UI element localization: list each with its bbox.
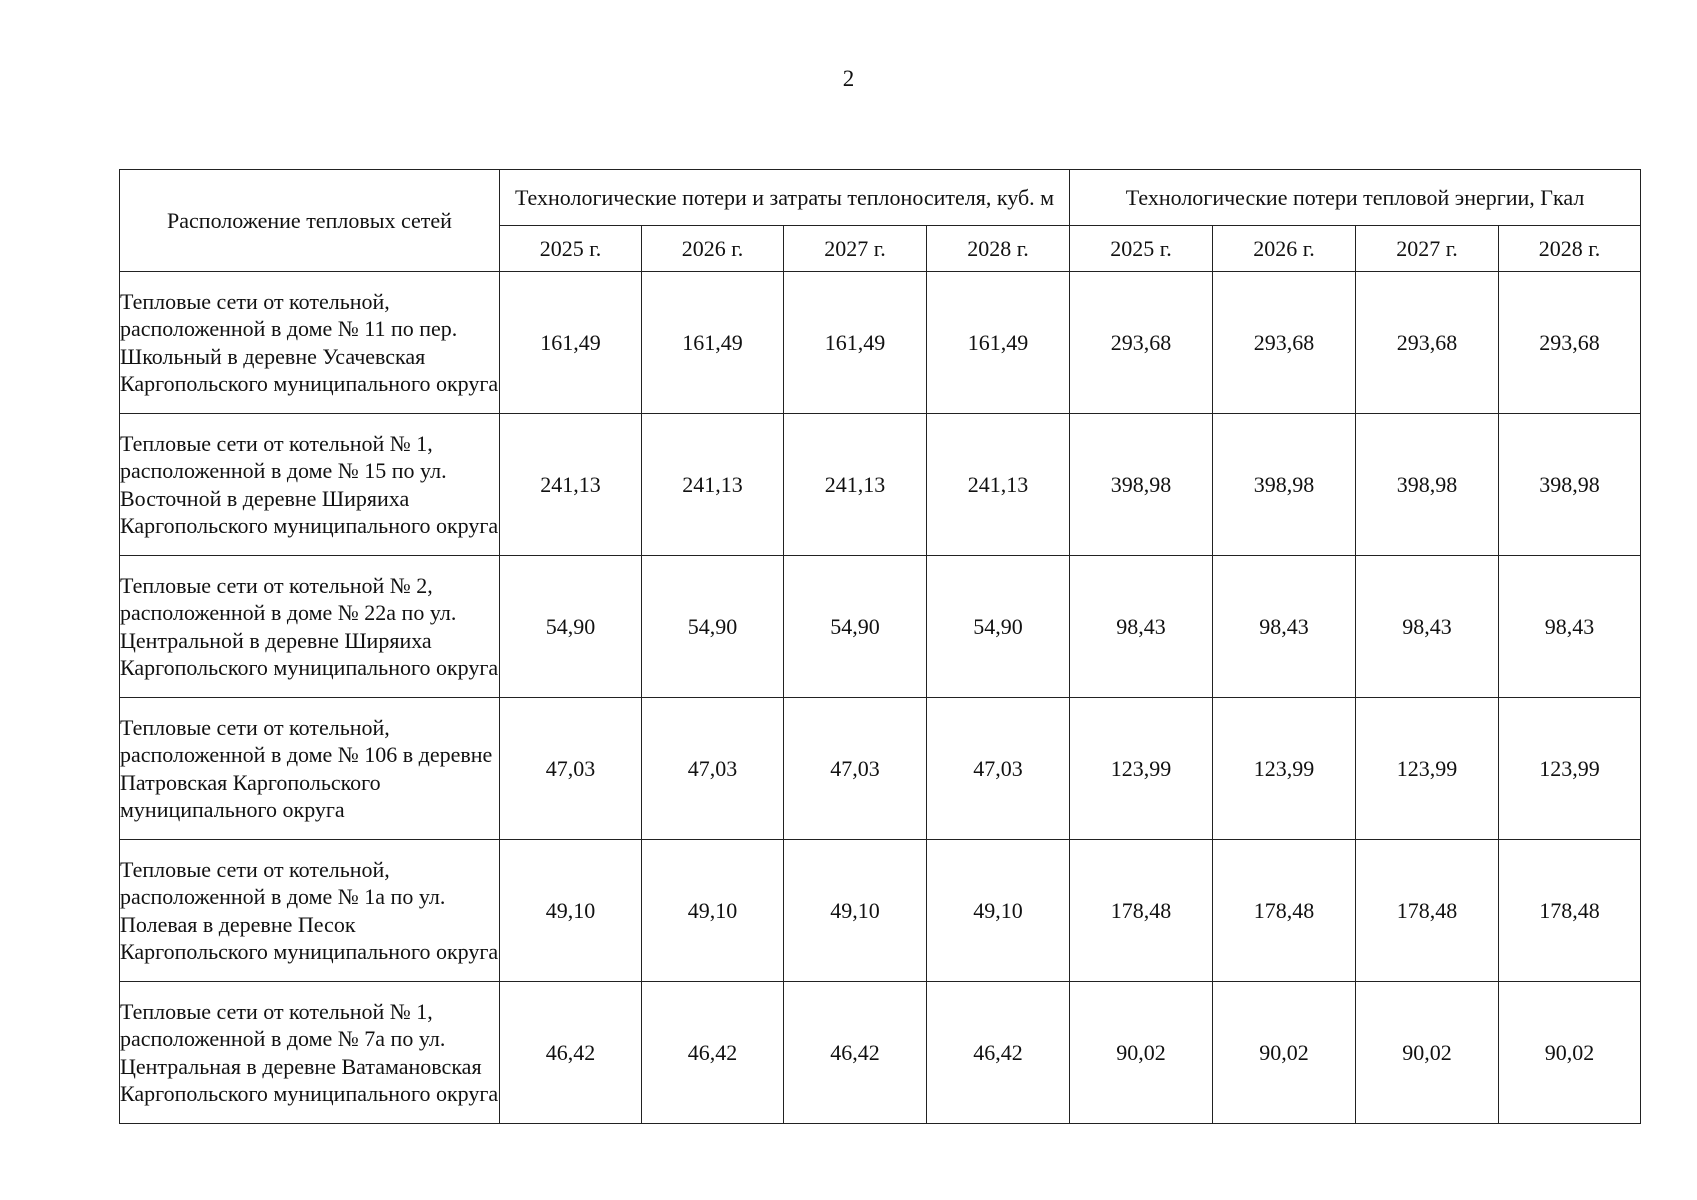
- value-cell: 293,68: [1213, 272, 1356, 414]
- value-cell: 54,90: [927, 556, 1070, 698]
- value-cell: 161,49: [500, 272, 642, 414]
- location-cell: Тепловые сети от котельной № 1, расположенной в доме № 15 по ул. Восточной в деревне Ширяиха Каргопольского муниципального округа: [120, 414, 500, 556]
- value-cell: 49,10: [784, 840, 927, 982]
- value-cell: 98,43: [1070, 556, 1213, 698]
- value-cell: 47,03: [927, 698, 1070, 840]
- value-cell: 398,98: [1356, 414, 1499, 556]
- year-header: 2025 г.: [1070, 226, 1213, 272]
- year-header: 2028 г.: [927, 226, 1070, 272]
- year-header: 2027 г.: [1356, 226, 1499, 272]
- value-cell: 293,68: [1070, 272, 1213, 414]
- year-header: 2026 г.: [1213, 226, 1356, 272]
- value-cell: 90,02: [1070, 982, 1213, 1124]
- year-header: 2028 г.: [1499, 226, 1641, 272]
- value-cell: 161,49: [927, 272, 1070, 414]
- value-cell: 178,48: [1499, 840, 1641, 982]
- location-cell: Тепловые сети от котельной № 2, расположенной в доме № 22а по ул. Центральной в деревне Ширяиха Каргопольского муниципального округа: [120, 556, 500, 698]
- value-cell: 46,42: [784, 982, 927, 1124]
- value-cell: 90,02: [1499, 982, 1641, 1124]
- table-row: [120, 982, 1641, 1124]
- location-cell: Тепловые сети от котельной, расположенной в доме № 1а по ул. Полевая в деревне Песок Каргопольского муниципального округа: [120, 840, 500, 982]
- value-cell: 241,13: [500, 414, 642, 556]
- heat-energy-losses-group-header: Технологические потери тепловой энергии, Гкал: [1070, 170, 1641, 226]
- table-row: [120, 272, 1641, 414]
- value-cell: 398,98: [1499, 414, 1641, 556]
- value-cell: 54,90: [500, 556, 642, 698]
- value-cell: 178,48: [1213, 840, 1356, 982]
- value-cell: 90,02: [1356, 982, 1499, 1124]
- value-cell: 46,42: [927, 982, 1070, 1124]
- value-cell: 49,10: [927, 840, 1070, 982]
- page-number: 2: [842, 66, 855, 91]
- value-cell: 90,02: [1213, 982, 1356, 1124]
- value-cell: 161,49: [642, 272, 784, 414]
- value-cell: 54,90: [642, 556, 784, 698]
- value-cell: 46,42: [642, 982, 784, 1124]
- value-cell: 47,03: [642, 698, 784, 840]
- value-cell: 47,03: [784, 698, 927, 840]
- location-cell: Тепловые сети от котельной № 1, расположенной в доме № 7а по ул. Центральная в деревне Ватамановская Каргопольского муниципального округа: [120, 982, 500, 1124]
- table-row: [120, 698, 1641, 840]
- location-cell: Тепловые сети от котельной, расположенной в доме № 11 по пер. Школьный в деревне Усачевская Каргопольского муниципального округа: [120, 272, 500, 414]
- header-row-groups: [120, 170, 1641, 226]
- value-cell: 293,68: [1499, 272, 1641, 414]
- value-cell: 241,13: [784, 414, 927, 556]
- value-cell: 123,99: [1070, 698, 1213, 840]
- value-cell: 47,03: [500, 698, 642, 840]
- value-cell: 178,48: [1356, 840, 1499, 982]
- value-cell: 161,49: [784, 272, 927, 414]
- value-cell: 241,13: [927, 414, 1070, 556]
- value-cell: 49,10: [642, 840, 784, 982]
- location-column-header: Расположение тепловых сетей: [120, 170, 500, 272]
- value-cell: 178,48: [1070, 840, 1213, 982]
- value-cell: 49,10: [500, 840, 642, 982]
- year-header: 2026 г.: [642, 226, 784, 272]
- value-cell: 293,68: [1356, 272, 1499, 414]
- coolant-losses-group-header: Технологические потери и затраты теплоносителя, куб. м: [500, 170, 1070, 226]
- value-cell: 123,99: [1499, 698, 1641, 840]
- table-body: [120, 272, 1641, 1124]
- table-row: [120, 556, 1641, 698]
- year-header: 2027 г.: [784, 226, 927, 272]
- value-cell: 98,43: [1356, 556, 1499, 698]
- table-row: [120, 840, 1641, 982]
- value-cell: 98,43: [1499, 556, 1641, 698]
- value-cell: 98,43: [1213, 556, 1356, 698]
- value-cell: 123,99: [1356, 698, 1499, 840]
- value-cell: 241,13: [642, 414, 784, 556]
- heat-network-losses-table: [119, 169, 1641, 1124]
- value-cell: 46,42: [500, 982, 642, 1124]
- table-header: [120, 170, 1641, 272]
- value-cell: 54,90: [784, 556, 927, 698]
- value-cell: 398,98: [1213, 414, 1356, 556]
- year-header: 2025 г.: [500, 226, 642, 272]
- value-cell: 123,99: [1213, 698, 1356, 840]
- value-cell: 398,98: [1070, 414, 1213, 556]
- location-cell: Тепловые сети от котельной, расположенной в доме № 106 в деревне Патровская Каргопольского муниципального округа: [120, 698, 500, 840]
- table-row: [120, 414, 1641, 556]
